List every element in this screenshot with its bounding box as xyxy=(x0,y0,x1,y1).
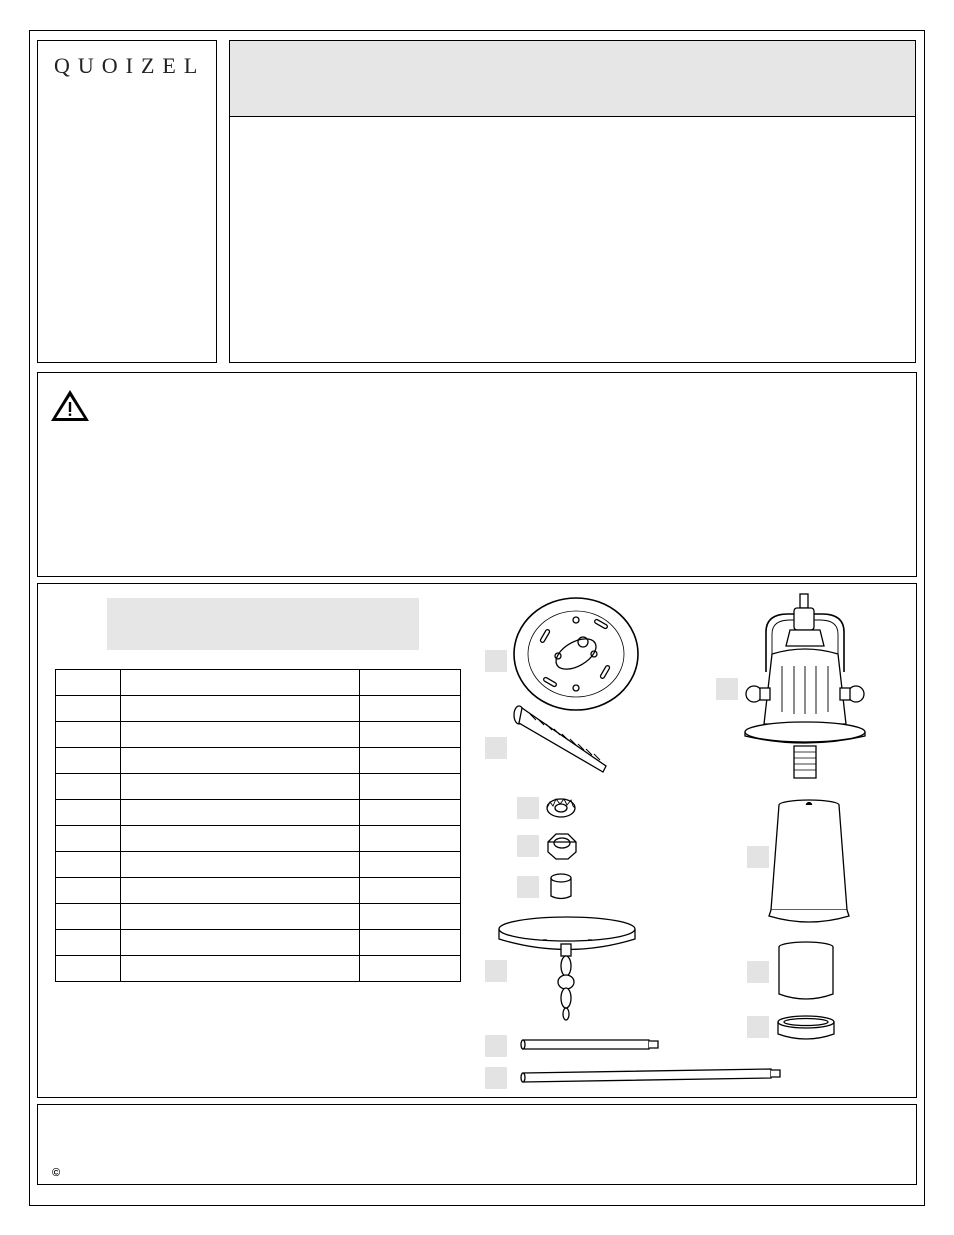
copyright-symbol: © xyxy=(52,1167,61,1179)
mounting-plate-drawing xyxy=(514,598,638,710)
title-band xyxy=(230,41,915,117)
cap-nut-drawing xyxy=(551,874,571,899)
hex-nut-drawing xyxy=(548,834,576,859)
shade-drawing xyxy=(769,800,849,922)
warning-panel xyxy=(37,372,917,577)
long-rod-drawing xyxy=(521,1069,780,1082)
parts-panel xyxy=(37,583,917,1098)
brand-logo: QUOIZEL xyxy=(54,53,206,78)
fixture-body-drawing xyxy=(745,594,865,778)
canopy-chain-drawing xyxy=(499,917,635,1020)
short-rod-drawing xyxy=(521,1040,658,1049)
parts-illustration xyxy=(38,584,918,1099)
screw-drawing xyxy=(514,706,606,772)
footer-panel xyxy=(37,1104,917,1185)
warning-triangle-icon xyxy=(50,387,100,437)
lock-washer-drawing xyxy=(547,799,575,817)
sleeve-drawing xyxy=(779,942,833,999)
ring-drawing xyxy=(778,1016,834,1039)
logo-panel xyxy=(37,40,217,363)
title-panel xyxy=(229,40,916,363)
